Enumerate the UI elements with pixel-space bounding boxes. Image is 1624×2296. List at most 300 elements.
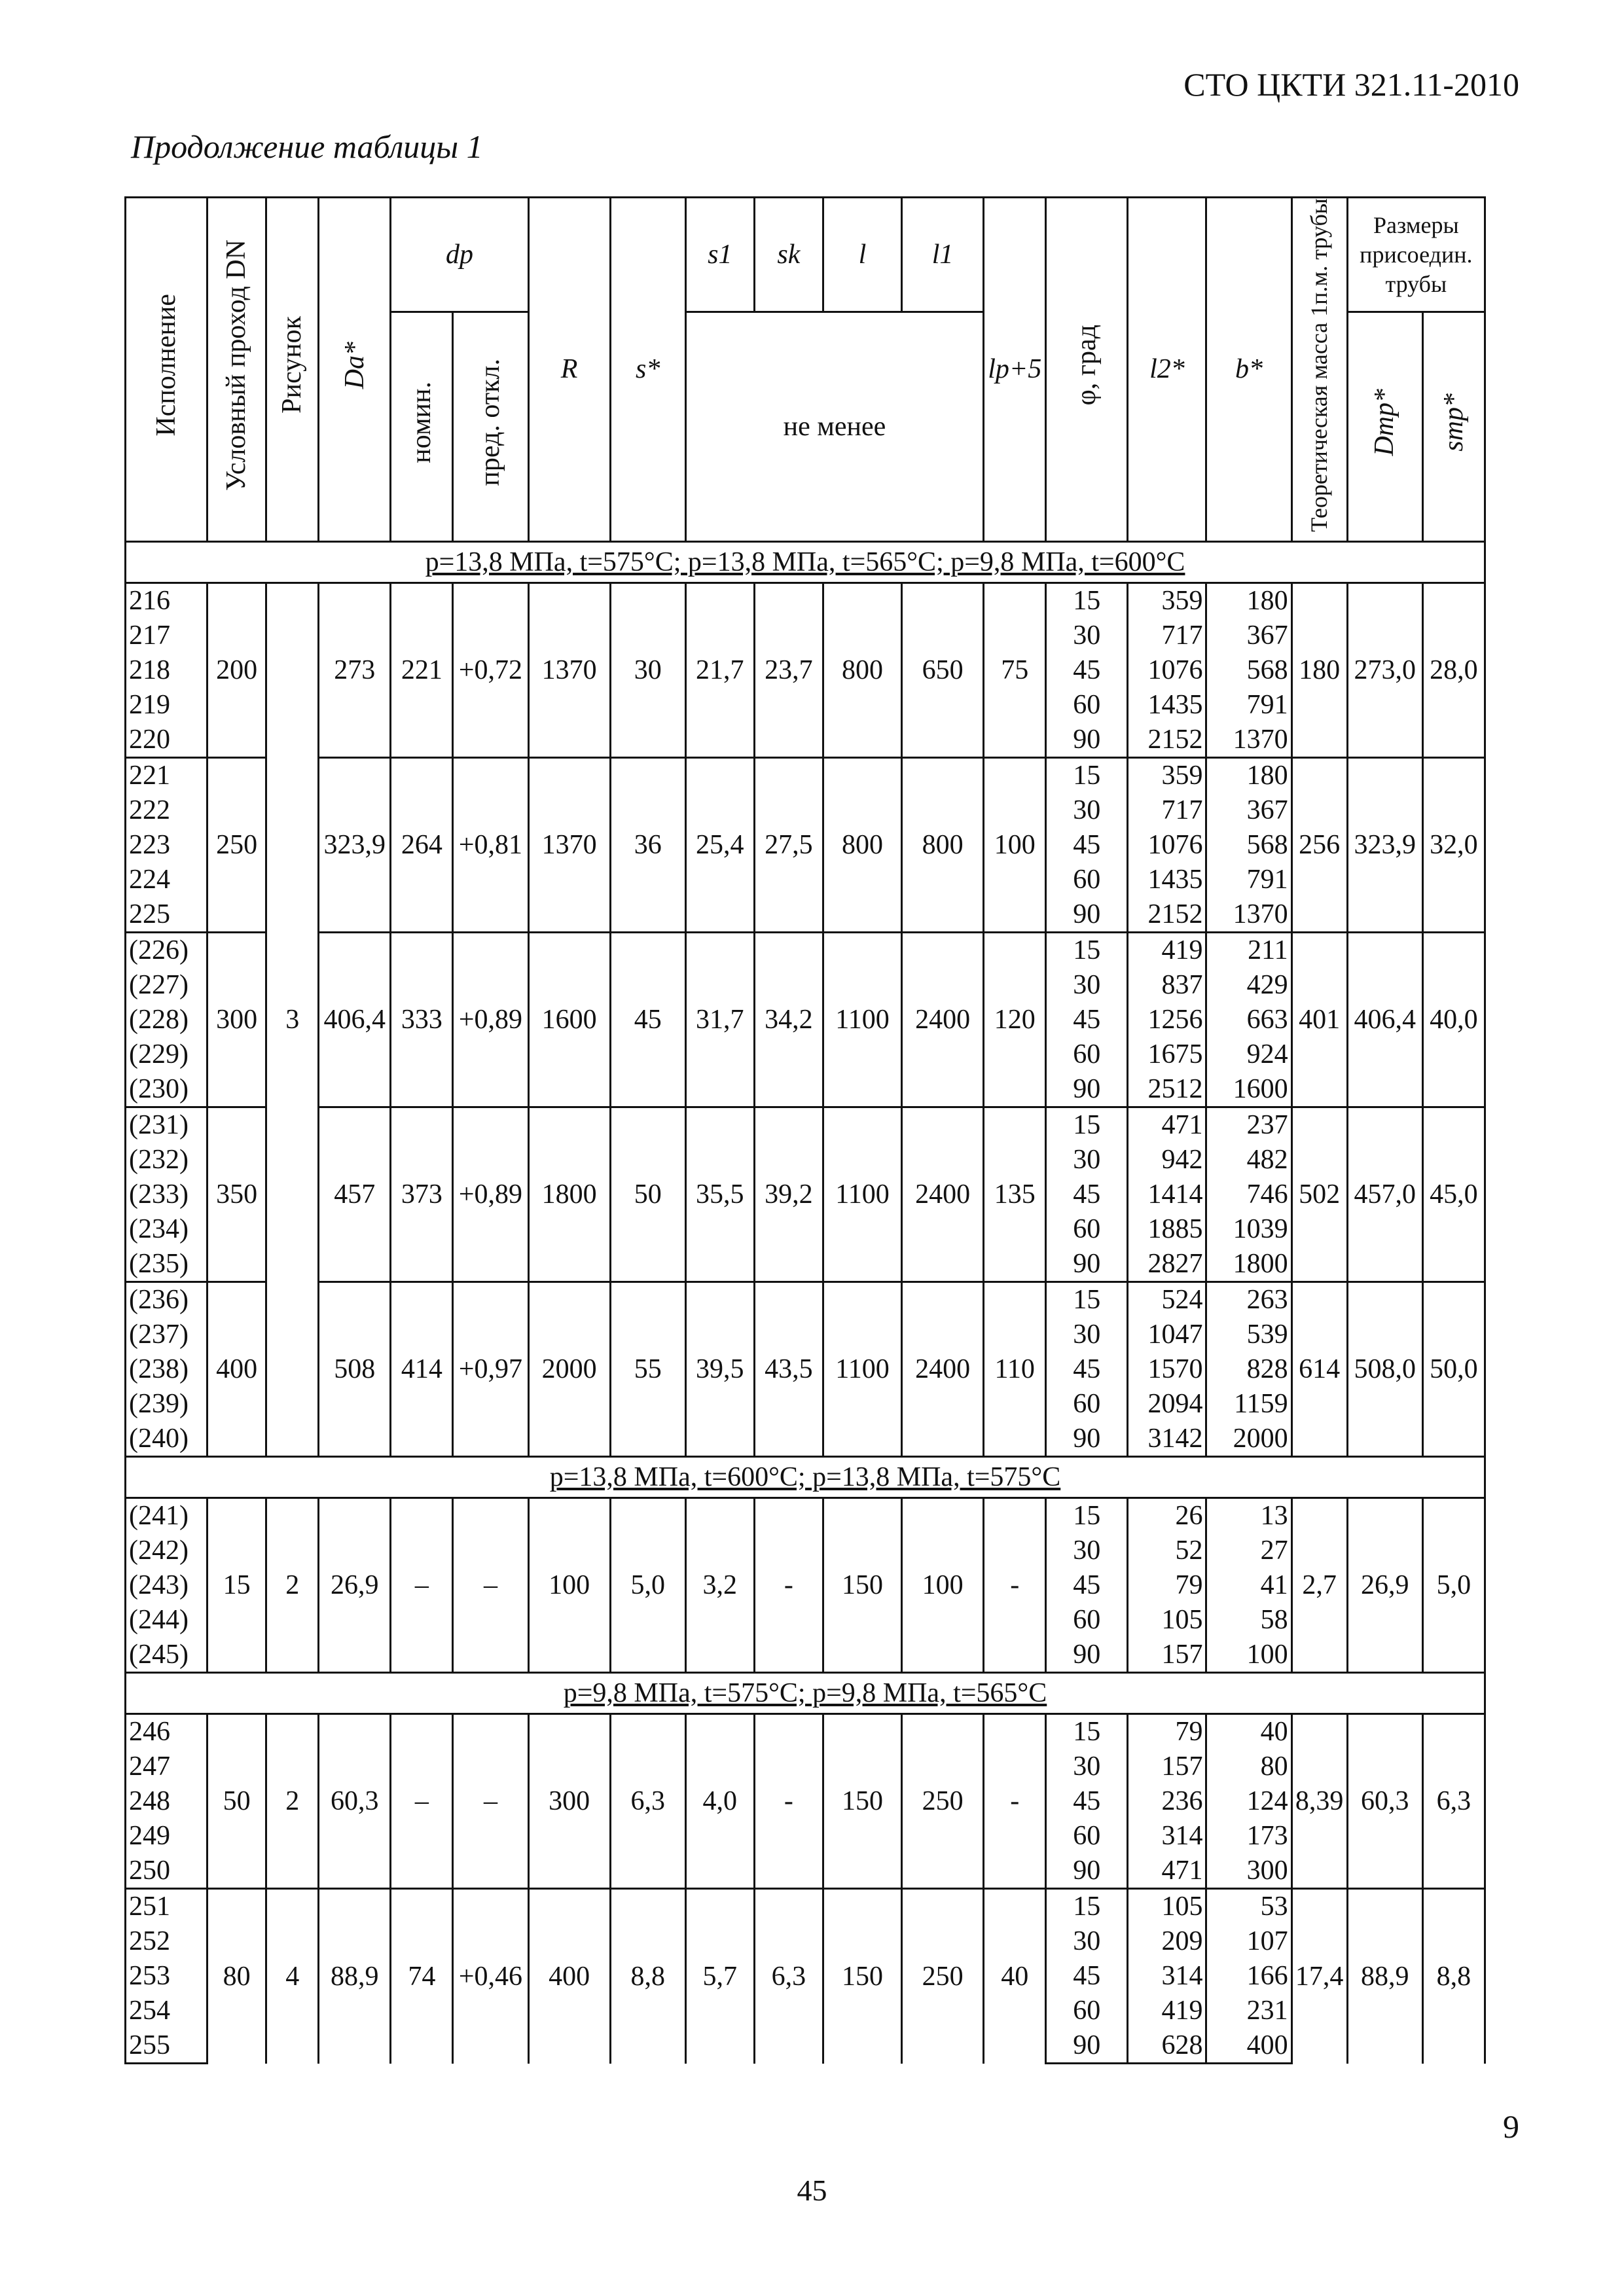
cell-b: 429: [1206, 968, 1291, 1003]
cell-dn: 50: [208, 1714, 266, 1889]
cell-sk: 43,5: [754, 1282, 823, 1457]
pressure-temperature-condition: р=13,8 МПа, t=600°С; р=13,8 МПа, t=575°С: [126, 1457, 1485, 1498]
cell-nomin: 373: [391, 1107, 453, 1282]
cell-ispolnenie: (226): [126, 933, 208, 968]
cell-da: 508: [319, 1282, 391, 1457]
cell-l2: 79: [1128, 1568, 1206, 1603]
cell-r: 400: [528, 1889, 610, 2064]
cell-b: 124: [1206, 1784, 1291, 1819]
cell-b: 746: [1206, 1177, 1291, 1212]
cell-b: 924: [1206, 1037, 1291, 1072]
table-row: [126, 1889, 1485, 1924]
pressure-temperature-condition: р=13,8 МПа, t=575°С; р=13,8 МПа, t=565°С; р=9,8 МПа, t=600°С: [126, 542, 1485, 583]
cell-ispolnenie: 250: [126, 1854, 208, 1889]
cell-phi: 30: [1046, 968, 1128, 1003]
cell-phi: 90: [1046, 1638, 1128, 1673]
cell-pred: +0,97: [453, 1282, 528, 1457]
cell-l2: 2152: [1128, 897, 1206, 933]
cell-phi: 15: [1046, 1282, 1128, 1318]
header-r: R: [528, 198, 610, 542]
cell-b: 211: [1206, 933, 1291, 968]
cell-b: 791: [1206, 688, 1291, 723]
cell-b: 367: [1206, 793, 1291, 828]
cell-ispolnenie: (245): [126, 1638, 208, 1673]
table-row: [126, 583, 1485, 619]
cell-lp: -: [984, 1498, 1046, 1673]
cell-s: 36: [610, 758, 685, 933]
cell-dtr: 273,0: [1347, 583, 1422, 758]
cell-l2: 837: [1128, 968, 1206, 1003]
cell-lp: 110: [984, 1282, 1046, 1457]
cell-b: 2000: [1206, 1422, 1291, 1457]
cell-r: 100: [528, 1498, 610, 1673]
cell-str: 45,0: [1422, 1107, 1485, 1282]
cell-l: 1100: [823, 1107, 901, 1282]
header-dp: dp: [391, 198, 528, 312]
cell-ispolnenie: (233): [126, 1177, 208, 1212]
cell-l2: 1435: [1128, 863, 1206, 897]
table-row: [126, 1282, 1485, 1318]
cell-l2: 2512: [1128, 1072, 1206, 1107]
cell-b: 263: [1206, 1282, 1291, 1318]
cell-b: 166: [1206, 1959, 1291, 1994]
cell-l1: 650: [902, 583, 984, 758]
cell-str: 6,3: [1422, 1714, 1485, 1889]
cell-phi: 15: [1046, 933, 1128, 968]
cell-l2: 1256: [1128, 1003, 1206, 1037]
cell-l2: 359: [1128, 758, 1206, 793]
cell-l: 1100: [823, 1282, 901, 1457]
cell-l2: 105: [1128, 1889, 1206, 1924]
cell-l2: 2094: [1128, 1387, 1206, 1422]
cell-phi: 90: [1046, 897, 1128, 933]
cell-phi: 90: [1046, 723, 1128, 758]
table-row: [126, 1107, 1485, 1143]
cell-lp: -: [984, 1714, 1046, 1889]
cell-s1: 4,0: [685, 1714, 754, 1889]
header-l1: l1: [902, 198, 984, 312]
cell-s1: 21,7: [685, 583, 754, 758]
cell-phi: 45: [1046, 1568, 1128, 1603]
cell-b: 1039: [1206, 1212, 1291, 1247]
cell-l2: 717: [1128, 793, 1206, 828]
cell-mass: 2,7: [1291, 1498, 1347, 1673]
cell-l2: 359: [1128, 583, 1206, 619]
cell-pred: +0,89: [453, 933, 528, 1107]
cell-l2: 419: [1128, 1994, 1206, 2028]
cell-s1: 39,5: [685, 1282, 754, 1457]
cell-r: 300: [528, 1714, 610, 1889]
cell-str: 8,8: [1422, 1889, 1485, 2064]
cell-l2: 26: [1128, 1498, 1206, 1534]
header-nomin: номин.: [391, 312, 453, 542]
header-l: l: [823, 198, 901, 312]
cell-ispolnenie: 251: [126, 1889, 208, 1924]
cell-lp: 100: [984, 758, 1046, 933]
cell-b: 482: [1206, 1143, 1291, 1177]
cell-phi: 45: [1046, 1352, 1128, 1387]
header-da: Da*: [319, 198, 391, 542]
cell-str: 5,0: [1422, 1498, 1485, 1673]
cell-ispolnenie: (244): [126, 1603, 208, 1638]
cell-s: 45: [610, 933, 685, 1107]
cell-mass: 180: [1291, 583, 1347, 758]
cell-s: 8,8: [610, 1889, 685, 2064]
cell-b: 58: [1206, 1603, 1291, 1638]
cell-b: 180: [1206, 758, 1291, 793]
cell-sk: 34,2: [754, 933, 823, 1107]
cell-l1: 250: [902, 1714, 984, 1889]
cell-b: 539: [1206, 1318, 1291, 1352]
cell-da: 406,4: [319, 933, 391, 1107]
cell-r: 1800: [528, 1107, 610, 1282]
cell-dtr: 457,0: [1347, 1107, 1422, 1282]
cell-phi: 90: [1046, 1422, 1128, 1457]
cell-da: 88,9: [319, 1889, 391, 2064]
cell-r: 2000: [528, 1282, 610, 1457]
cell-lp: 40: [984, 1889, 1046, 2064]
cell-mass: 17,4: [1291, 1889, 1347, 2064]
cell-da: 323,9: [319, 758, 391, 933]
cell-b: 100: [1206, 1638, 1291, 1673]
document-code: СТО ЦКТИ 321.11-2010: [1183, 66, 1519, 103]
cell-s: 30: [610, 583, 685, 758]
cell-ispolnenie: (237): [126, 1318, 208, 1352]
cell-l2: 157: [1128, 1638, 1206, 1673]
cell-phi: 90: [1046, 2028, 1128, 2064]
cell-mass: 401: [1291, 933, 1347, 1107]
cell-dtr: 508,0: [1347, 1282, 1422, 1457]
cell-phi: 30: [1046, 1534, 1128, 1568]
cell-pred: +0,89: [453, 1107, 528, 1282]
cell-ispolnenie: (228): [126, 1003, 208, 1037]
header-lp: lp+5: [984, 198, 1046, 542]
cell-b: 237: [1206, 1107, 1291, 1143]
cell-lp: 135: [984, 1107, 1046, 1282]
cell-phi: 90: [1046, 1247, 1128, 1282]
cell-b: 231: [1206, 1994, 1291, 2028]
cell-str: 40,0: [1422, 933, 1485, 1107]
table-continuation-caption: Продолжение таблицы 1: [131, 128, 483, 165]
cell-ispolnenie: (229): [126, 1037, 208, 1072]
cell-b: 568: [1206, 653, 1291, 688]
cell-ispolnenie: (238): [126, 1352, 208, 1387]
cell-l2: 314: [1128, 1959, 1206, 1994]
cell-b: 1600: [1206, 1072, 1291, 1107]
cell-b: 1800: [1206, 1247, 1291, 1282]
cell-str: 32,0: [1422, 758, 1485, 933]
cell-l2: 628: [1128, 2028, 1206, 2064]
table-row: [126, 1714, 1485, 1749]
cell-b: 53: [1206, 1889, 1291, 1924]
cell-l: 150: [823, 1714, 901, 1889]
cell-dn: 300: [208, 933, 266, 1107]
cell-dtr: 60,3: [1347, 1714, 1422, 1889]
cell-ispolnenie: (230): [126, 1072, 208, 1107]
cell-l1: 2400: [902, 1282, 984, 1457]
cell-sk: 39,2: [754, 1107, 823, 1282]
cell-phi: 60: [1046, 1994, 1128, 2028]
cell-pred: –: [453, 1498, 528, 1673]
cell-l2: 1675: [1128, 1037, 1206, 1072]
cell-ispolnenie: 247: [126, 1749, 208, 1784]
cell-phi: 15: [1046, 1498, 1128, 1534]
cell-l2: 942: [1128, 1143, 1206, 1177]
cell-b: 80: [1206, 1749, 1291, 1784]
cell-b: 568: [1206, 828, 1291, 863]
header-mass: Теоретическая масса 1п.м. трубы: [1291, 198, 1347, 542]
table-row: [126, 1498, 1485, 1534]
table-row: [126, 758, 1485, 793]
cell-phi: 30: [1046, 793, 1128, 828]
cell-ispolnenie: (236): [126, 1282, 208, 1318]
cell-b: 1370: [1206, 897, 1291, 933]
cell-ispolnenie: 255: [126, 2028, 208, 2064]
cell-dn: 200: [208, 583, 266, 758]
cell-ispolnenie: (232): [126, 1143, 208, 1177]
cell-l2: 52: [1128, 1534, 1206, 1568]
cell-sk: 27,5: [754, 758, 823, 933]
cell-b: 663: [1206, 1003, 1291, 1037]
cell-nomin: 74: [391, 1889, 453, 2064]
cell-l2: 79: [1128, 1714, 1206, 1749]
header-sk: sk: [754, 198, 823, 312]
cell-da: 457: [319, 1107, 391, 1282]
cell-l2: 717: [1128, 619, 1206, 653]
cell-mass: 8,39: [1291, 1714, 1347, 1889]
cell-s: 55: [610, 1282, 685, 1457]
cell-b: 41: [1206, 1568, 1291, 1603]
cell-phi: 30: [1046, 1749, 1128, 1784]
header-s1: s1: [685, 198, 754, 312]
cell-ispolnenie: 249: [126, 1819, 208, 1854]
cell-risunok: 2: [266, 1498, 319, 1673]
cell-mass: 502: [1291, 1107, 1347, 1282]
cell-nomin: 264: [391, 758, 453, 933]
cell-l: 150: [823, 1498, 901, 1673]
cell-s1: 5,7: [685, 1889, 754, 2064]
cell-l2: 471: [1128, 1107, 1206, 1143]
cell-ispolnenie: 253: [126, 1959, 208, 1994]
cell-b: 173: [1206, 1819, 1291, 1854]
table-row: [126, 933, 1485, 968]
header-l2: l2*: [1128, 198, 1206, 542]
cell-ispolnenie: 254: [126, 1994, 208, 2028]
cell-phi: 45: [1046, 828, 1128, 863]
cell-str: 50,0: [1422, 1282, 1485, 1457]
cell-b: 13: [1206, 1498, 1291, 1534]
cell-l2: 1047: [1128, 1318, 1206, 1352]
cell-b: 107: [1206, 1924, 1291, 1959]
cell-phi: 45: [1046, 1003, 1128, 1037]
cell-l2: 419: [1128, 933, 1206, 968]
page-number: 45: [797, 2174, 827, 2207]
cell-ispolnenie: 246: [126, 1714, 208, 1749]
cell-l1: 800: [902, 758, 984, 933]
cell-str: 28,0: [1422, 583, 1485, 758]
cell-dtr: 406,4: [1347, 933, 1422, 1107]
header-ispolnenie: Исполнение: [126, 198, 208, 542]
cell-phi: 60: [1046, 688, 1128, 723]
cell-l2: 1414: [1128, 1177, 1206, 1212]
cell-phi: 45: [1046, 1959, 1128, 1994]
cell-s1: 3,2: [685, 1498, 754, 1673]
cell-s1: 25,4: [685, 758, 754, 933]
cell-ispolnenie: 221: [126, 758, 208, 793]
cell-ispolnenie: 220: [126, 723, 208, 758]
cell-l: 800: [823, 583, 901, 758]
cell-ispolnenie: (242): [126, 1534, 208, 1568]
cell-ispolnenie: 222: [126, 793, 208, 828]
cell-phi: 30: [1046, 1924, 1128, 1959]
header-phi: φ, град: [1046, 198, 1128, 542]
cell-lp: 120: [984, 933, 1046, 1107]
cell-dn: 80: [208, 1889, 266, 2064]
cell-ispolnenie: 217: [126, 619, 208, 653]
cell-phi: 30: [1046, 1143, 1128, 1177]
cell-nomin: –: [391, 1714, 453, 1889]
cell-phi: 90: [1046, 1072, 1128, 1107]
cell-r: 1370: [528, 583, 610, 758]
cell-ispolnenie: 252: [126, 1924, 208, 1959]
header-pred: пред. откл.: [453, 312, 528, 542]
cell-l2: 157: [1128, 1749, 1206, 1784]
cell-l2: 524: [1128, 1282, 1206, 1318]
header-s: s*: [610, 198, 685, 542]
cell-risunok: 3: [266, 583, 319, 1457]
cell-b: 400: [1206, 2028, 1291, 2064]
cell-pred: +0,81: [453, 758, 528, 933]
header-razmery: Размеры присоедин. трубы: [1347, 198, 1485, 312]
cell-dn: 350: [208, 1107, 266, 1282]
cell-l1: 100: [902, 1498, 984, 1673]
cell-phi: 45: [1046, 1177, 1128, 1212]
cell-lp: 75: [984, 583, 1046, 758]
cell-b: 300: [1206, 1854, 1291, 1889]
cell-ispolnenie: (227): [126, 968, 208, 1003]
cell-sk: -: [754, 1498, 823, 1673]
cell-l1: 2400: [902, 933, 984, 1107]
cell-b: 791: [1206, 863, 1291, 897]
cell-ispolnenie: (240): [126, 1422, 208, 1457]
cell-nomin: 221: [391, 583, 453, 758]
header-ne-menee: не менее: [685, 312, 983, 542]
cell-l: 800: [823, 758, 901, 933]
cell-sk: 6,3: [754, 1889, 823, 2064]
cell-mass: 256: [1291, 758, 1347, 933]
cell-ispolnenie: (235): [126, 1247, 208, 1282]
cell-s1: 35,5: [685, 1107, 754, 1282]
header-dn: Условный проход DN: [208, 198, 266, 542]
cell-phi: 60: [1046, 863, 1128, 897]
cell-l2: 209: [1128, 1924, 1206, 1959]
cell-l: 150: [823, 1889, 901, 2064]
cell-b: 367: [1206, 619, 1291, 653]
cell-r: 1370: [528, 758, 610, 933]
table-body: [126, 198, 1485, 2064]
cell-phi: 30: [1046, 1318, 1128, 1352]
cell-l2: 3142: [1128, 1422, 1206, 1457]
cell-phi: 60: [1046, 1387, 1128, 1422]
cell-b: 40: [1206, 1714, 1291, 1749]
cell-dtr: 88,9: [1347, 1889, 1422, 2064]
cell-r: 1600: [528, 933, 610, 1107]
cell-sk: -: [754, 1714, 823, 1889]
cell-l2: 1570: [1128, 1352, 1206, 1387]
cell-dn: 15: [208, 1498, 266, 1673]
cell-l: 1100: [823, 933, 901, 1107]
header-str: sтр*: [1422, 312, 1485, 542]
cell-ispolnenie: 223: [126, 828, 208, 863]
cell-dn: 400: [208, 1282, 266, 1457]
section-page-number: 9: [1503, 2108, 1519, 2145]
pressure-temperature-condition: р=9,8 МПа, t=575°С; р=9,8 МПа, t=565°С: [126, 1673, 1485, 1714]
header-b: b*: [1206, 198, 1291, 542]
cell-ispolnenie: 219: [126, 688, 208, 723]
cell-b: 180: [1206, 583, 1291, 619]
cell-da: 26,9: [319, 1498, 391, 1673]
cell-dtr: 323,9: [1347, 758, 1422, 933]
cell-dtr: 26,9: [1347, 1498, 1422, 1673]
cell-l2: 105: [1128, 1603, 1206, 1638]
cell-l2: 236: [1128, 1784, 1206, 1819]
cell-ispolnenie: (243): [126, 1568, 208, 1603]
cell-ispolnenie: 224: [126, 863, 208, 897]
cell-s1: 31,7: [685, 933, 754, 1107]
cell-da: 60,3: [319, 1714, 391, 1889]
cell-risunok: 4: [266, 1889, 319, 2064]
cell-dn: 250: [208, 758, 266, 933]
header-dtr: Dтр*: [1347, 312, 1422, 542]
cell-l2: 1885: [1128, 1212, 1206, 1247]
header-risunok: Рисунок: [266, 198, 319, 542]
cell-l1: 2400: [902, 1107, 984, 1282]
cell-phi: 15: [1046, 583, 1128, 619]
cell-phi: 90: [1046, 1854, 1128, 1889]
cell-ispolnenie: 218: [126, 653, 208, 688]
cell-ispolnenie: (234): [126, 1212, 208, 1247]
cell-nomin: 414: [391, 1282, 453, 1457]
cell-s: 50: [610, 1107, 685, 1282]
cell-phi: 60: [1046, 1603, 1128, 1638]
cell-mass: 614: [1291, 1282, 1347, 1457]
cell-ispolnenie: 225: [126, 897, 208, 933]
cell-b: 27: [1206, 1534, 1291, 1568]
cell-l2: 2827: [1128, 1247, 1206, 1282]
cell-nomin: –: [391, 1498, 453, 1673]
cell-ispolnenie: (241): [126, 1498, 208, 1534]
cell-phi: 60: [1046, 1819, 1128, 1854]
cell-l1: 250: [902, 1889, 984, 2064]
cell-phi: 60: [1046, 1037, 1128, 1072]
cell-pred: +0,72: [453, 583, 528, 758]
cell-phi: 15: [1046, 758, 1128, 793]
cell-phi: 15: [1046, 1889, 1128, 1924]
cell-phi: 30: [1046, 619, 1128, 653]
cell-da: 273: [319, 583, 391, 758]
cell-s: 5,0: [610, 1498, 685, 1673]
cell-pred: +0,46: [453, 1889, 528, 2064]
specification-table: [124, 196, 1486, 2064]
cell-ispolnenie: 216: [126, 583, 208, 619]
cell-l2: 2152: [1128, 723, 1206, 758]
cell-risunok: 2: [266, 1714, 319, 1889]
cell-phi: 60: [1046, 1212, 1128, 1247]
cell-phi: 45: [1046, 1784, 1128, 1819]
cell-phi: 15: [1046, 1714, 1128, 1749]
cell-ispolnenie: 248: [126, 1784, 208, 1819]
cell-b: 1159: [1206, 1387, 1291, 1422]
